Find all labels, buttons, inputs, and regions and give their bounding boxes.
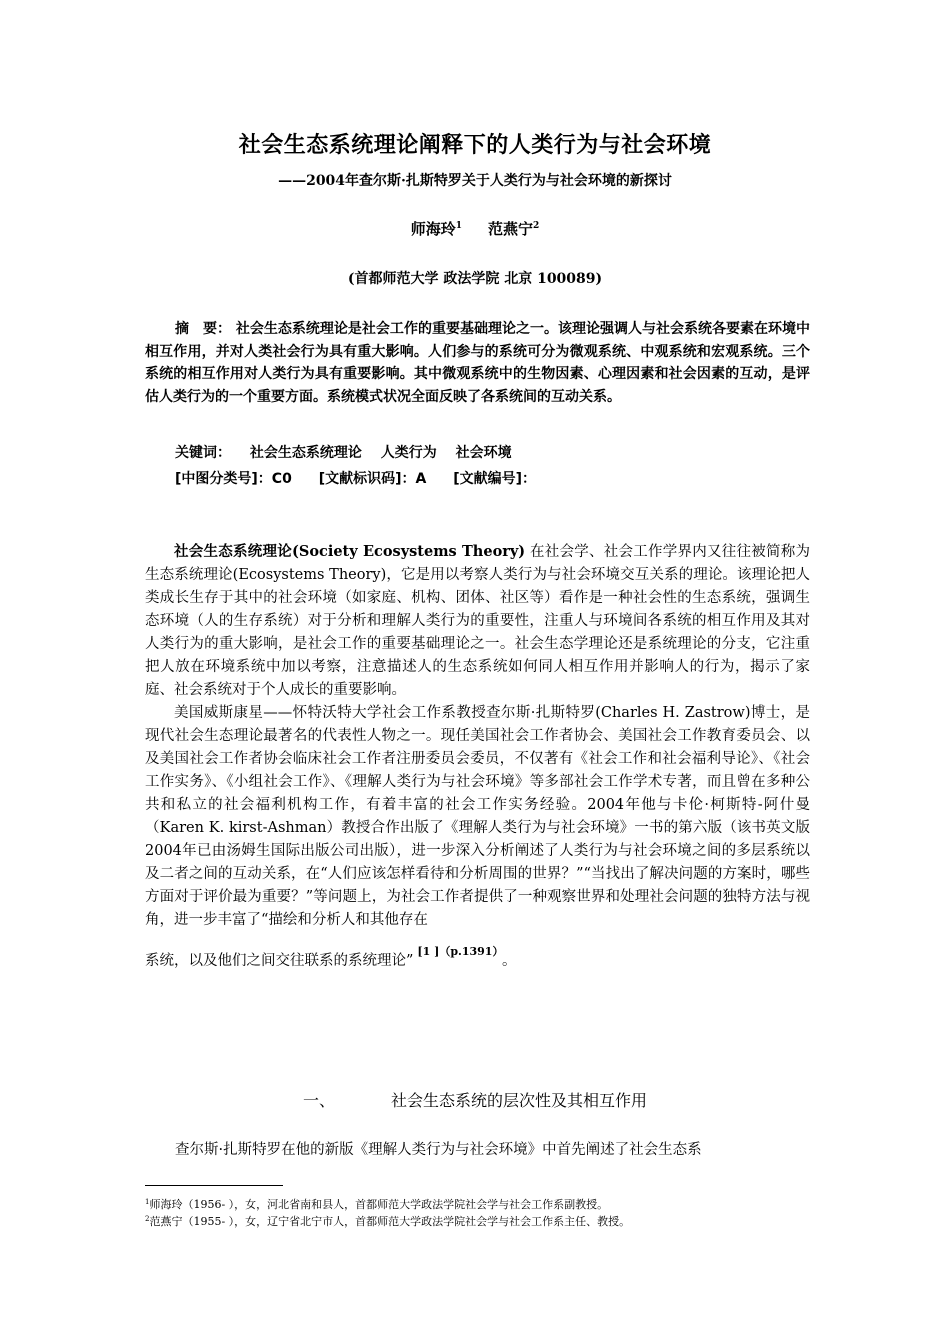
author-name: 师海玲	[410, 220, 456, 238]
paragraph: 查尔斯·扎斯特罗在他的新版《理解人类行为与社会环境》中首先阐述了社会生态系	[175, 1142, 702, 1158]
keyword: 人类行为	[380, 445, 437, 461]
author-footnote-mark: 1	[455, 221, 462, 231]
footnote-mark: 1	[145, 1198, 150, 1206]
paragraph	[145, 702, 810, 973]
classification-line	[175, 468, 536, 488]
author-list	[0, 218, 950, 239]
affiliation: (首都师范大学 政法学院 北京 100089)	[347, 271, 603, 287]
footnote-mark: 2	[145, 1215, 150, 1223]
keywords-label: 关键词：	[175, 445, 231, 461]
paragraph-lead-term: 社会生态系统理论(Society Ecosystems Theory)	[174, 543, 526, 560]
abstract-text: 社会生态系统理论是社会工作的重要基础理论之一。该理论强调人与社会系统各要素在环境中相互作用，并对人类社会行为具有重大影响。人们参与的系统可分为微观系统、中观系统和宏观系统。三个系统的相互作用对人类行为具有重要影响。其中微观系统中的生物因素、心理因素和社会因素的互动，是评估人类行为的一个重要方面。系统模式状况全面反映了各系统间的互动关系。	[145, 321, 811, 405]
document-code: [文献标识码]：A	[318, 471, 427, 487]
paragraph-last-line: 系统，以及他们之间交往联系的系统理论”$^{[1 ](p.1391)}$。	[145, 945, 517, 969]
paper-title: 社会生态系统理论阐释下的人类行为与社会环境	[238, 133, 712, 158]
footnote	[145, 1212, 630, 1229]
document-number: [文献编号]：	[453, 471, 536, 487]
keywords	[175, 442, 512, 462]
citation: [1 ]（p.1391）	[417, 945, 498, 958]
author-name: 范燕宁	[488, 220, 534, 238]
paragraph-text: 在社会学、社会工作学界内又往往被简称为生态系统理论(Ecosystems Theory)，它是用以考察人类行为与社会环境交互关系的理论。该理论把人类成长生存于其中的社会环境（如家庭、机构、团体、社区等）看作是一种社会性的生态系统，强调生态环境（人的生存系统）对于分析和理解人类行为的重要性，注重人与环境间各系统的相互作用及其对人类行为的重大影响，是社会工作的重要基础理论之一。社会生态学理论还是系统理论的分支，它注重把人放在环境系统中加以考察，注意描述人的生态系统如何同人相互作用并影响人的行为，揭示了家庭、社会系统对于个人成长的重要影响。	[145, 544, 811, 698]
footnote	[145, 1195, 608, 1212]
footnote-text: 师海玲（1956- ），女，河北省南和县人，首都师范大学政法学院社会学与社会工作系副教授。	[149, 1198, 609, 1211]
keyword: 社会环境	[455, 445, 512, 461]
keyword: 社会生态系统理论	[249, 445, 362, 461]
footnote-divider	[145, 1185, 283, 1186]
abstract	[145, 318, 810, 408]
paper-subtitle: ——2004年查尔斯·扎斯特罗关于人类行为与社会环境的新探讨	[278, 173, 672, 189]
paragraph-text: 美国威斯康星——怀特沃特大学社会工作系教授查尔斯·扎斯特罗(Charles H. Zastrow)博士，是现代社会生态理论最著名的代表性人物之一。现任美国社会工作者协会、美国社会工作教育委员会、以及美国社会工作者协会临床社会工作者注册委员会委员，不仅著有《社会工作和社会福利导论》、《社会工作实务》、《小组社会工作》、《理解人类行为与社会环境》等多部社会工作学术专著，而且曾在多种公共和私立的社会福利机构工作，有着丰富的社会工作实务经验。2004年他与卡伦·柯斯特-阿什曼（Karen K. kirst-Ashman）教授合作出版了《理解人类行为与社会环境》一书的第六版（该书英文版2004年已由汤姆生国际出版公司出版），进一步深入分析阐述了人类行为与社会环境之间的多层系统以及二者之间的互动关系，在“人们应该怎样看待和分析周围的世界？”“当找出了解决问题的方案时，哪些方面对于评价最为重要？”等问题上，为社会工作者提供了一种观察世界和处理社会问题的独特方法与视角，进一步丰富了“描绘和分析人和其他存在	[145, 705, 810, 928]
clc-number: [中图分类号]：C0	[175, 471, 292, 487]
footnote-text: 范燕宁（1955- ），女，辽宁省北宁市人，首都师范大学政法学院社会学与社会工作系主任、教授。	[149, 1215, 631, 1228]
author-footnote-mark: 2	[533, 221, 540, 231]
section-number: 一、	[302, 1091, 335, 1110]
abstract-label: 摘 要：	[175, 321, 232, 337]
section-title: 社会生态系统的层次性及其相互作用	[391, 1091, 648, 1110]
paragraph	[145, 540, 810, 702]
body-text	[145, 540, 810, 973]
section-heading	[0, 1088, 950, 1111]
